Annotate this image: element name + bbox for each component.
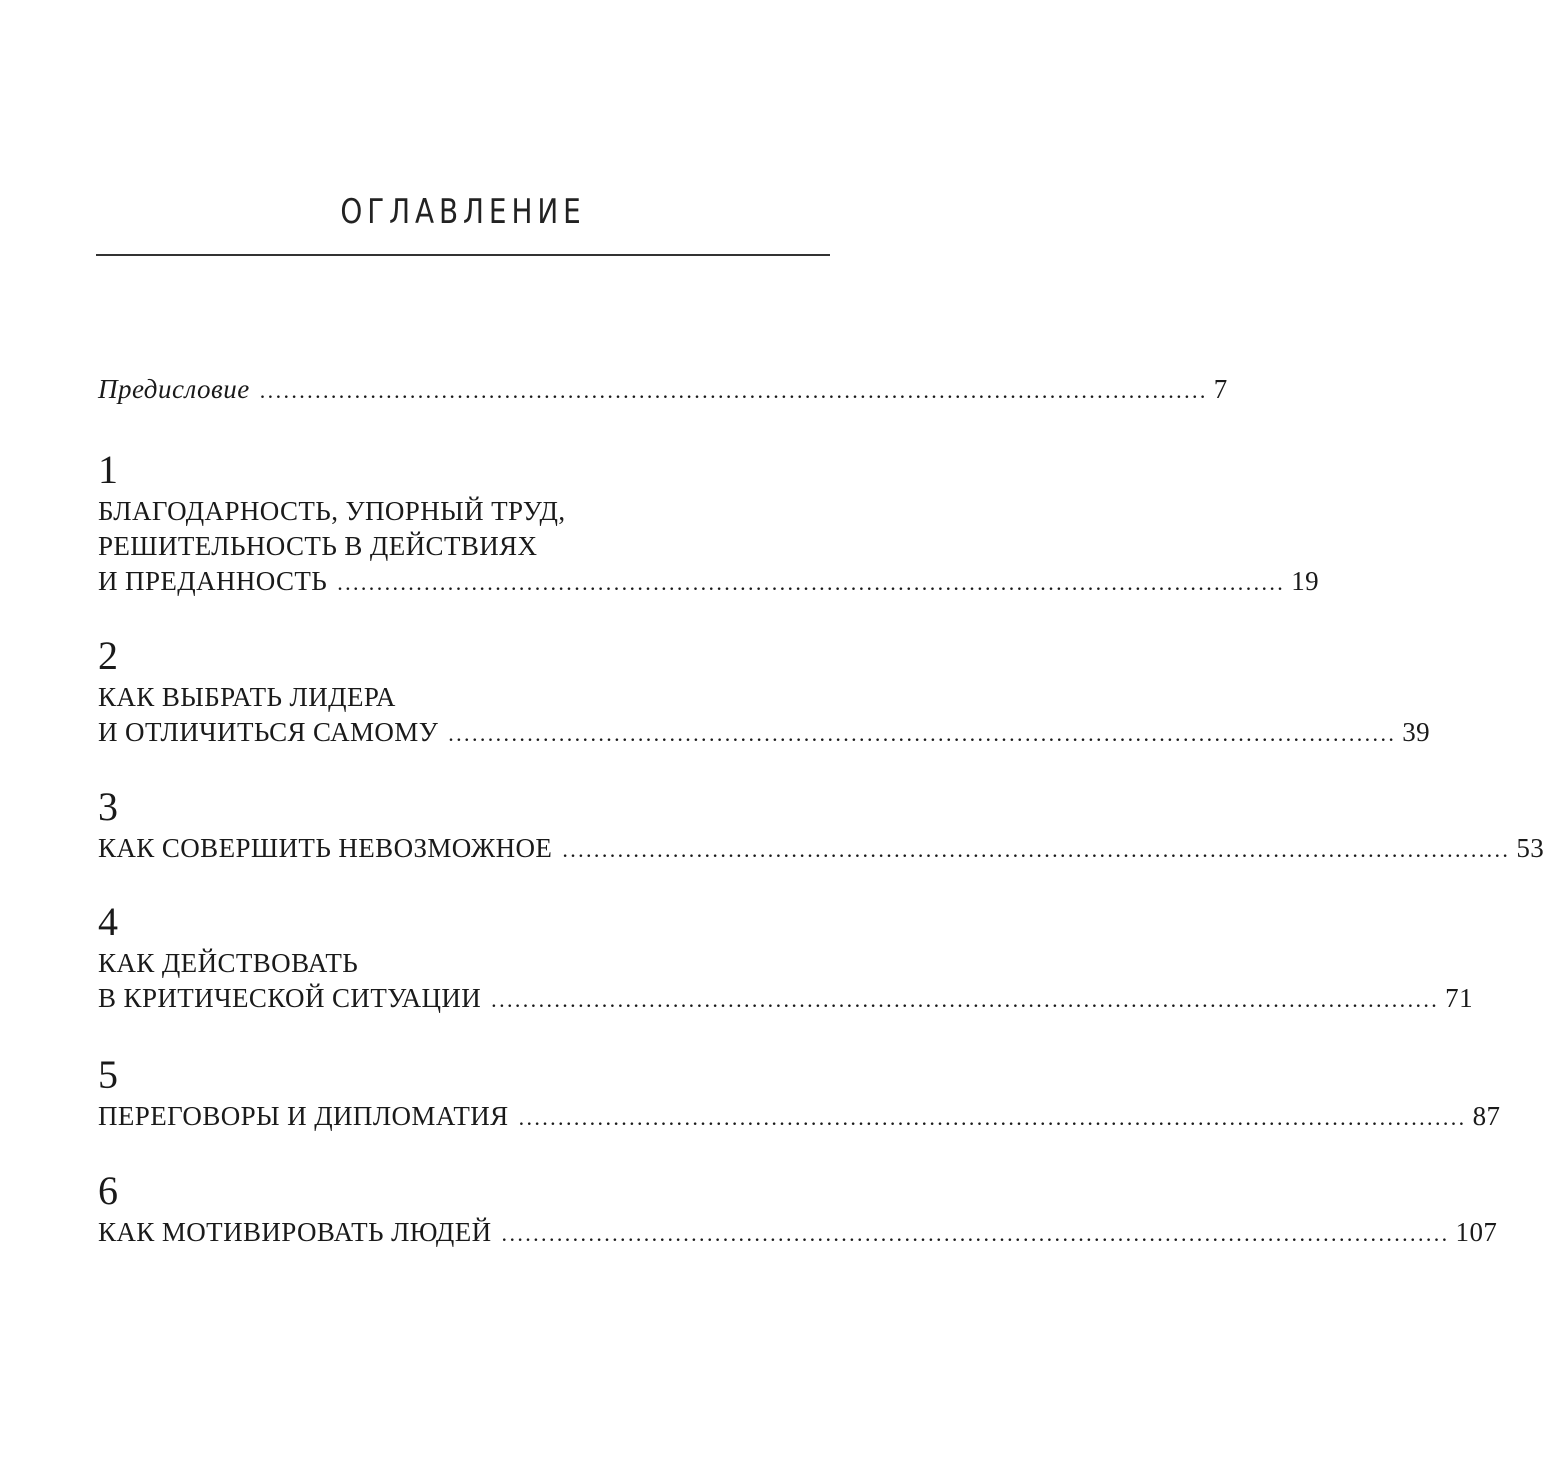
entry-title-line: КАК ВЫБРАТЬ ЛИДЕРА <box>98 682 396 712</box>
entry-title-line: КАК ДЕЙСТВОВАТЬ <box>98 948 359 978</box>
title-divider <box>96 254 830 256</box>
toc-entry-chapter-4[interactable] <box>98 899 1473 1016</box>
toc-entry-chapter-5[interactable] <box>98 1052 1501 1134</box>
toc-line <box>98 715 1431 750</box>
toc-line <box>98 372 1228 407</box>
dot-leader: ........................................................................................................................ <box>491 987 1440 1012</box>
dot-leader: ........................................................................................................................ <box>501 1221 1450 1246</box>
page-number: 87 <box>1472 1101 1501 1131</box>
chapter-number: 5 <box>98 1052 118 1097</box>
page-number: 107 <box>1455 1217 1498 1247</box>
toc-line <box>98 1099 1501 1134</box>
dot-leader: ........................................................................................................................ <box>562 837 1511 862</box>
chapter-number: 3 <box>98 784 118 829</box>
page-title: ОГЛАВЛЕНИЕ <box>340 192 586 232</box>
toc-line <box>98 564 1320 599</box>
page-number: 39 <box>1402 717 1431 747</box>
entry-title: КАК МОТИВИРОВАТЬ ЛЮДЕЙ <box>98 1217 492 1247</box>
toc-line <box>98 831 1544 866</box>
entry-title: И ОТЛИЧИТЬСЯ САМОМУ <box>98 717 439 747</box>
toc-entry-chapter-1[interactable] <box>98 447 1320 599</box>
entry-title: В КРИТИЧЕСКОЙ СИТУАЦИИ <box>98 983 482 1013</box>
page-number: 19 <box>1291 566 1320 596</box>
toc-entry-preface[interactable] <box>98 372 1228 407</box>
page-number: 71 <box>1445 983 1473 1013</box>
chapter-number: 6 <box>98 1168 118 1213</box>
entry-title: И ПРЕДАННОСТЬ <box>98 566 328 596</box>
toc-line <box>98 1215 1498 1250</box>
dot-leader: ........................................................................................................................ <box>259 378 1208 403</box>
toc-entry-chapter-2[interactable] <box>98 633 1431 750</box>
entry-title-line: РЕШИТЕЛЬНОСТЬ В ДЕЙСТВИЯХ <box>98 531 538 561</box>
chapter-number: 4 <box>98 899 118 944</box>
dot-leader: ........................................................................................................................ <box>518 1105 1467 1130</box>
entry-title: КАК СОВЕРШИТЬ НЕВОЗМОЖНОЕ <box>98 833 553 863</box>
dot-leader: ........................................................................................................................ <box>448 721 1397 746</box>
chapter-number: 1 <box>98 447 118 492</box>
toc-entry-chapter-3[interactable] <box>98 784 1544 866</box>
entry-title: Предисловие <box>98 374 250 404</box>
entry-title: ПЕРЕГОВОРЫ И ДИПЛОМАТИЯ <box>98 1101 509 1131</box>
dot-leader: ........................................................................................................................ <box>337 570 1286 595</box>
toc-line <box>98 981 1473 1016</box>
chapter-number: 2 <box>98 633 118 678</box>
toc-entry-chapter-6[interactable] <box>98 1168 1498 1250</box>
page-number: 7 <box>1213 374 1228 404</box>
entry-title-line: БЛАГОДАРНОСТЬ, УПОРНЫЙ ТРУД, <box>98 496 566 526</box>
page-number: 53 <box>1516 833 1544 863</box>
